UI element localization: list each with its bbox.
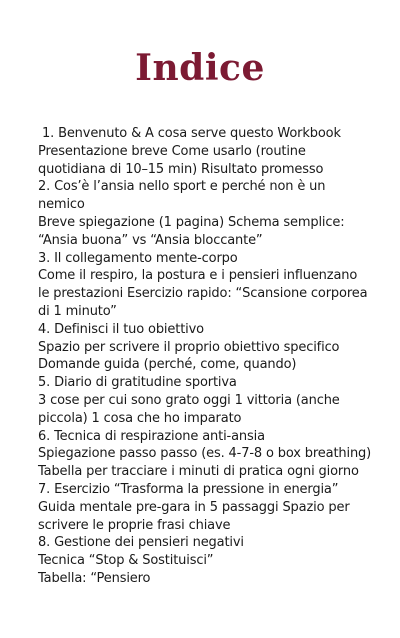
page-title: Indice: [135, 47, 265, 89]
table-of-contents-text: 1. Benvenuto & A cosa serve questo Workbook Presentazione breve Come usarlo (routine quotidiana di 10–15 min) Risultato promesso 2. Cos’è l’ansia nello sport e perché non è un nemico Breve spiegazione (1 pagina) Schema semplice: “Ansia buona” vs “Ansia bloccante” 3. Il collegamento mente-corpo Come il respiro, la postura e i pensieri influenzano le prestazioni Esercizio rapido: “Scansione corporea di 1 minuto” 4. Definisci il tuo obiettivo Spazio per scrivere il proprio obiettivo specifico Domande guida (perché, come, quando) 5. Diario di gratitudine sportiva 3 cose per cui sono grato oggi 1 vittoria (anche piccola) 1 cosa che ho imparato 6. Tecnica di respirazione anti-ansia Spiegazione passo passo (es. 4-7-8 o box breathing) Tabella per tracciare i minuti di pratica ogni giorno 7. Esercizio “Trasforma la pressione in energia” Guida mentale pre-gara in 5 passaggi Spazio per scrivere le proprie frasi chiave 8. Gestione dei pensieri negativi Tecnica “Stop & Sostituisci” Tabella: “Pensiero: [38, 126, 372, 586]
